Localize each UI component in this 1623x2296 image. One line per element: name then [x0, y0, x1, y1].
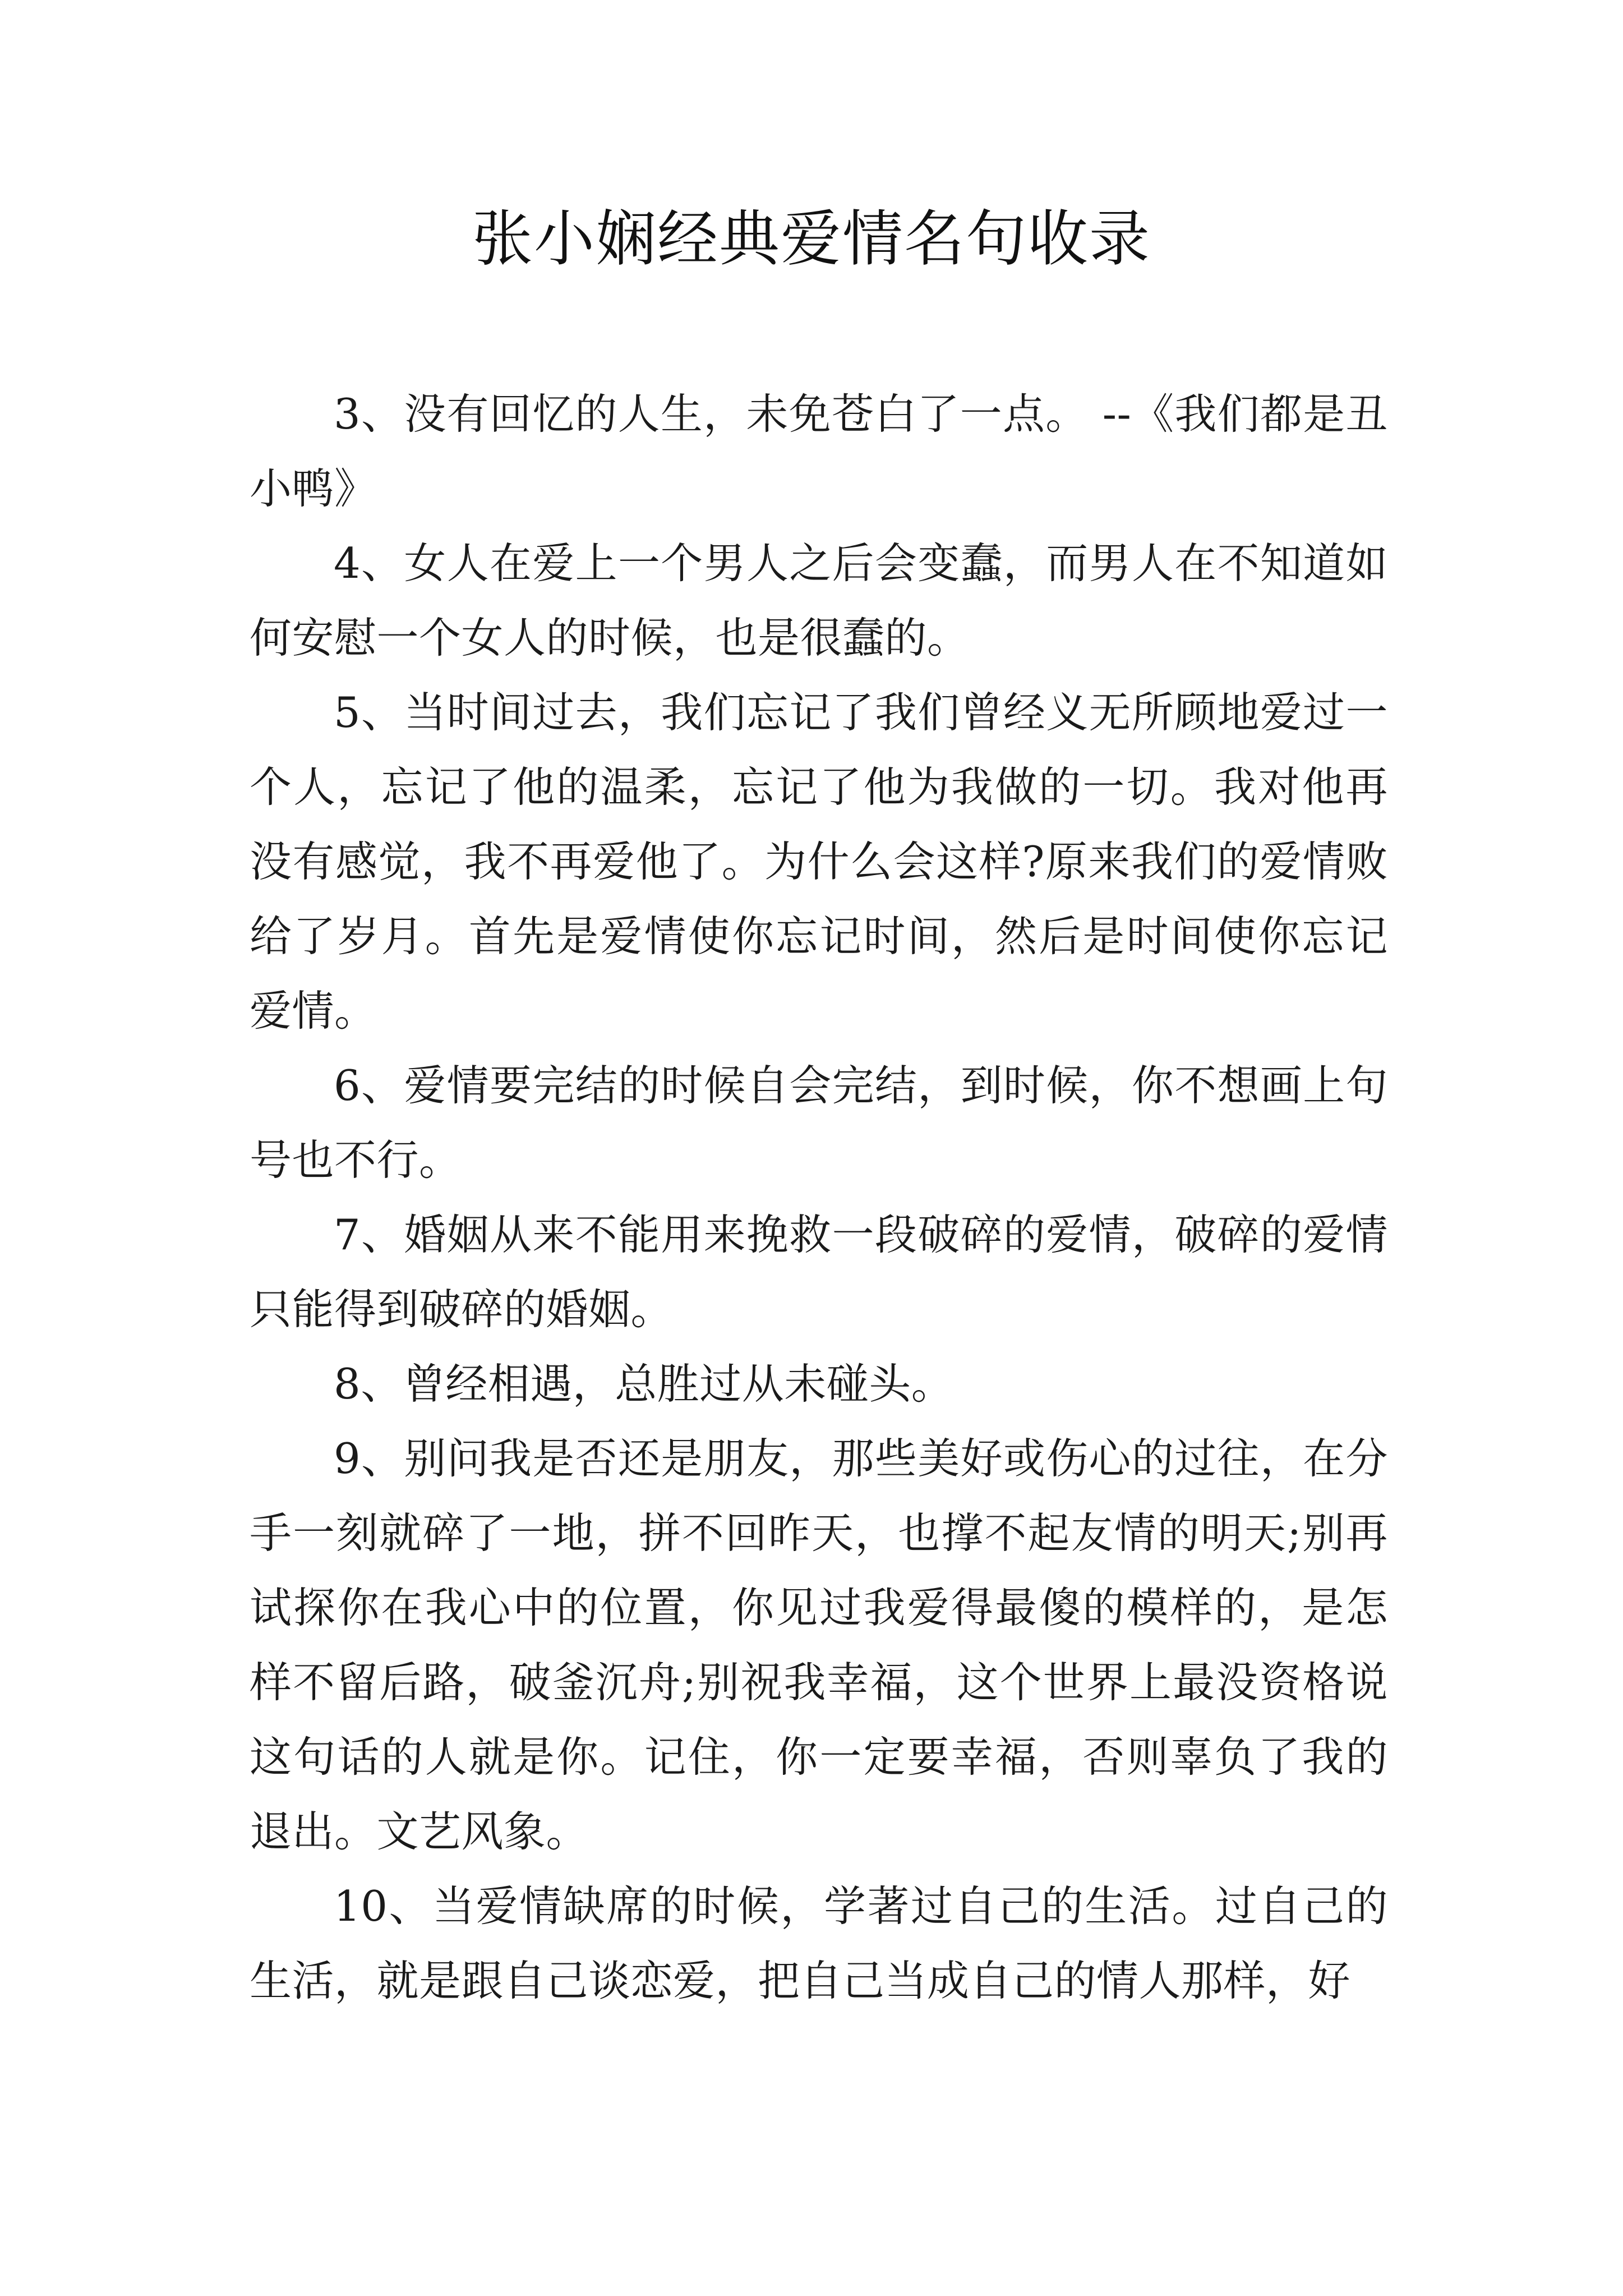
quote-paragraph-6: 6、爱情要完结的时候自会完结，到时候，你不想画上句号也不行。	[250, 1061, 1388, 1185]
quote-paragraph-7: 7、婚姻从来不能用来挽救一段破碎的爱情，破碎的爱情只能得到破碎的婚姻。	[250, 1210, 1388, 1334]
document-title: 张小娴经典爱情名句收录	[472, 204, 1151, 274]
quote-paragraph-10: 10、当爱情缺席的时候，学著过自己的生活。过自己的生活，就是跟自己谈恋爱，把自己当成自己的情人那样，好	[250, 1881, 1388, 2005]
quote-paragraph-3: 3、没有回忆的人生，未免苍白了一点。 --《我们都是丑小鸭》	[250, 389, 1388, 513]
quote-paragraph-9: 9、别问我是否还是朋友，那些美好或伤心的过往，在分手一刻就碎了一地，拼不回昨天，也撑不起友情的明天;别再试探你在我心中的位置，你见过我爱得最傻的模样的，是怎样不留后路，破釜沉舟;别祝我幸福，这个世界上最没资格说这句话的人就是你。记住，你一定要幸福，否则辜负了我的退出。文艺风象。	[250, 1434, 1388, 1856]
quote-paragraph-4: 4、女人在爱上一个男人之后会变蠢，而男人在不知道如何安慰一个女人的时候，也是很蠢的。	[250, 539, 1388, 662]
quote-paragraph-5: 5、当时间过去，我们忘记了我们曾经义无所顾地爱过一个人，忘记了他的温柔，忘记了他为我做的一切。我对他再没有感觉，我不再爱他了。为什么会这样?原来我们的爱情败给了岁月。首先是爱情使你忘记时间，然后是时间使你忘记爱情。	[250, 688, 1388, 1036]
document-body	[250, 377, 1388, 2018]
quote-paragraph-8: 8、曾经相遇，总胜过从未碰头。	[334, 1359, 954, 1409]
